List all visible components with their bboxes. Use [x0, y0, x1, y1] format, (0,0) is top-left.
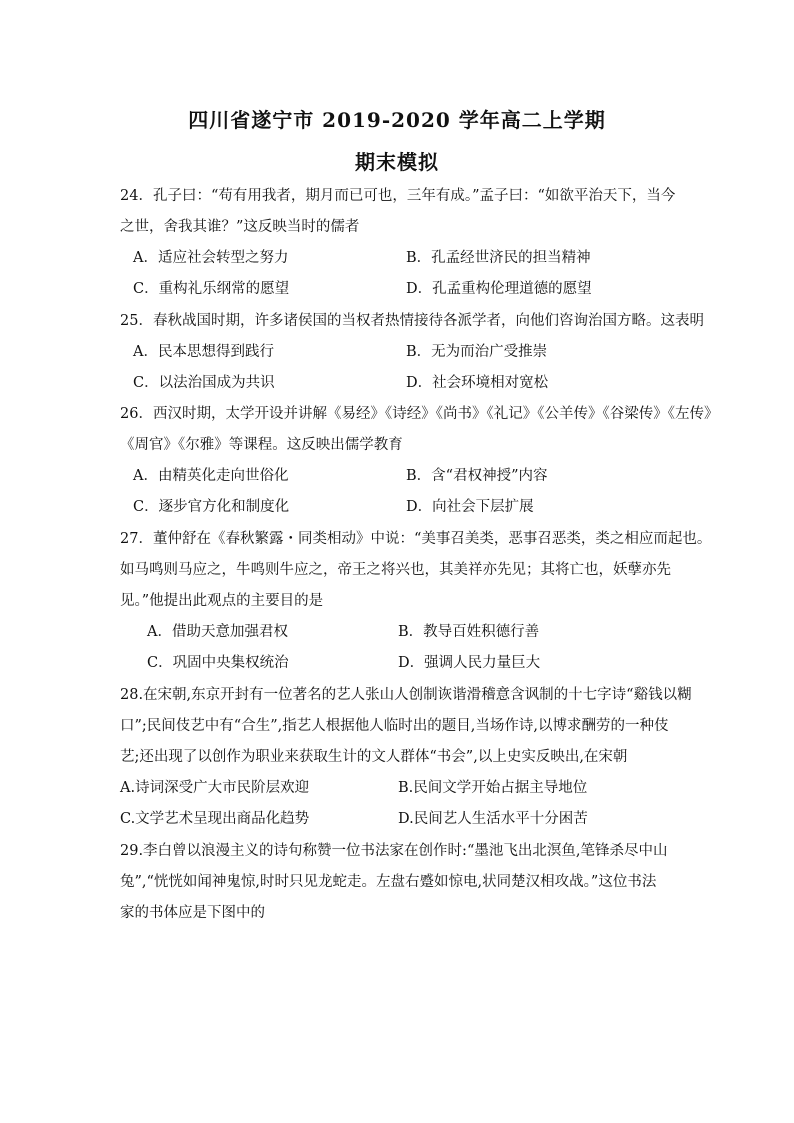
question-26-option-a: A．由精英化走向世俗化 [133, 468, 289, 484]
question-27-line-1: 27．董仲舒在《春秋繁露・同类相动》中说：“美事召美类，恶事召恶类，类之相应而起也。 [120, 531, 712, 547]
question-27-option-a: A．借助天意加强君权 [147, 624, 288, 640]
question-28-option-b: B.民间文学开始占据主导地位 [398, 780, 588, 796]
question-26-option-b: B．含“君权神授”内容 [406, 468, 548, 484]
exam-subtitle: 期末模拟 [355, 150, 439, 174]
question-29-line-2: 兔”,“恍恍如闻神鬼惊,时时只见龙蛇走。左盘右蹙如惊电,状同楚汉相攻战。”这位书法 [120, 874, 657, 890]
question-27-option-b: B．教导百姓积德行善 [398, 624, 540, 640]
question-24-option-d: D．孔孟重构伦理道德的愿望 [406, 281, 592, 297]
question-26-option-c: C．逐步官方化和制度化 [133, 499, 290, 515]
question-24-line-1: 24．孔子曰：“苟有用我者，期月而已可也，三年有成。”孟子曰：“如欲平治天下，当今 [120, 188, 676, 204]
question-24-option-a: A．适应社会转型之努力 [133, 250, 289, 266]
question-27-line-2: 如马鸣则马应之，牛鸣则牛应之，帝王之将兴也，其美祥亦先见；其将亡也，妖孽亦先 [120, 562, 671, 578]
question-28-line-3: 艺;还出现了以创作为职业来获取生计的文人群体“书会”,以上史实反映出,在宋朝 [120, 749, 628, 765]
question-27-line-3: 见。”他提出此观点的主要目的是 [120, 593, 324, 609]
question-24-option-c: C．重构礼乐纲常的愿望 [133, 281, 290, 297]
question-28-option-a: A.诗词深受广大市民阶层欢迎 [120, 780, 310, 796]
question-27-option-d: D．强调人民力量巨大 [398, 655, 541, 671]
question-26-option-d: D．向社会下层扩展 [406, 499, 534, 515]
question-28-option-c: C.文学艺术呈现出商品化趋势 [120, 811, 310, 827]
question-26-line-1: 26．西汉时期，太学开设并讲解《易经》《诗经》《尚书》《礼记》《公羊传》《谷梁传》《左传》 [120, 406, 719, 422]
question-26-line-2: 《周官》《尔雅》等课程。这反映出儒学教育 [120, 437, 403, 453]
question-28-line-2: 口”;民间伎艺中有“合生”,指艺人根据他人临时出的题目,当场作诗,以博求酬劳的一种伎 [120, 718, 669, 734]
question-28-option-d: D.民间艺人生活水平十分困苦 [398, 811, 588, 827]
question-25-line-1: 25．春秋战国时期，许多诸侯国的当权者热情接待各派学者，向他们咨询治国方略。这表明 [120, 313, 704, 329]
question-28-line-1: 28.在宋朝,东京开封有一位著名的艺人张山人创制诙谐滑稽意含讽制的十七字诗“谿钱以糊 [120, 687, 692, 703]
question-24-option-b: B．孔孟经世济民的担当精神 [406, 250, 591, 266]
question-25-option-b: B．无为而治广受推崇 [406, 344, 548, 360]
question-25-option-a: A．民本思想得到践行 [133, 344, 274, 360]
question-24-line-2: 之世，舍我其谁？”这反映当时的儒者 [120, 219, 360, 235]
question-25-option-d: D．社会环境相对宽松 [406, 375, 549, 391]
question-29-line-3: 家的书体应是下图中的 [120, 905, 265, 921]
question-27-option-c: C．巩固中央集权统治 [147, 655, 289, 671]
question-29-line-1: 29.李白曾以浪漫主义的诗句称赞一位书法家在创作时:“墨池飞出北溟鱼,笔锋杀尽中山 [120, 843, 668, 859]
exam-title: 四川省遂宁市 2019-2020 学年高二上学期 [188, 108, 606, 132]
question-25-option-c: C．以法治国成为共识 [133, 375, 275, 391]
